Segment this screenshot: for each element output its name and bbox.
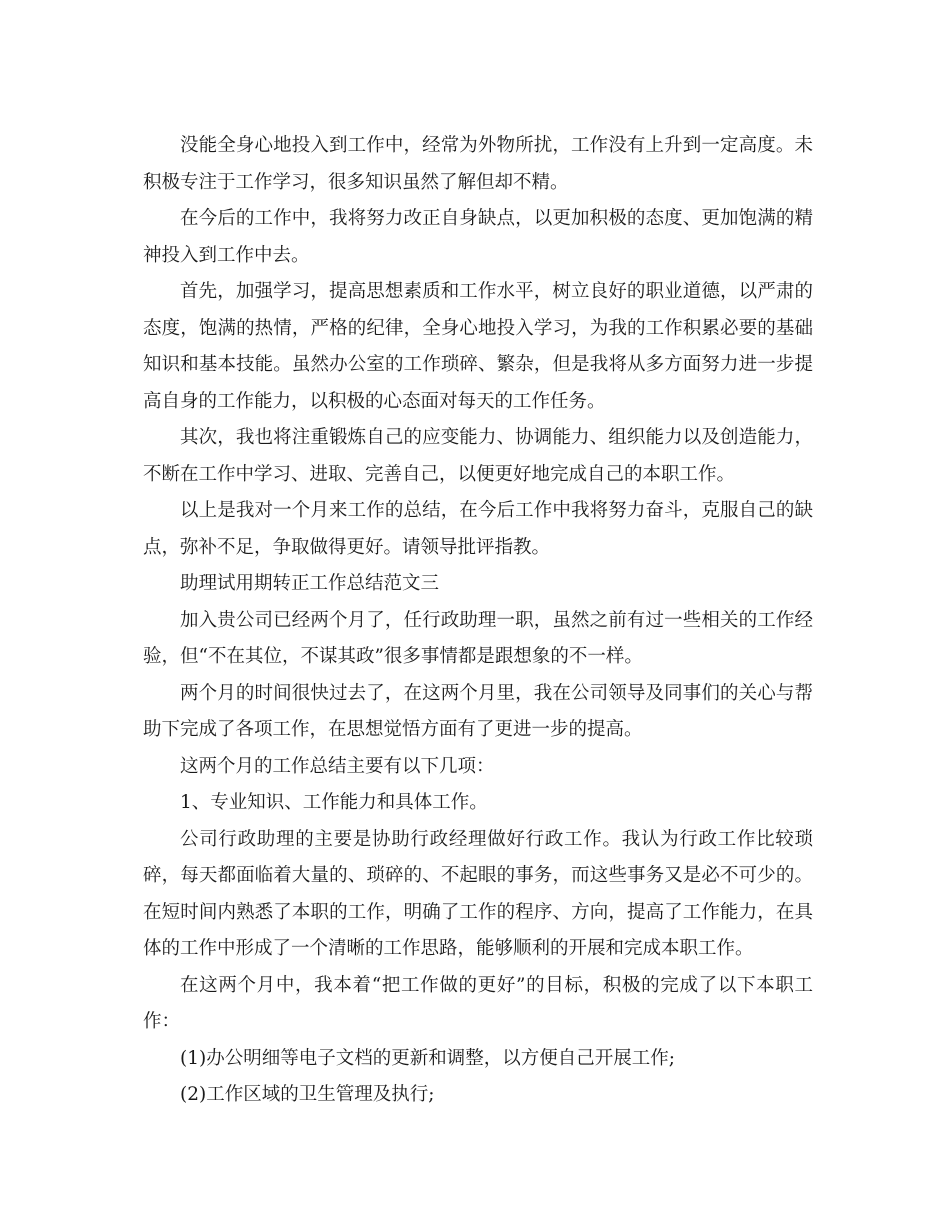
paragraph: 在今后的工作中，我将努力改正自身缺点，以更加积极的态度、更加饱满的精神投入到工作中去。 xyxy=(143,208,813,266)
list-item: (2)工作区域的卫生管理及执行; xyxy=(180,1084,435,1105)
list-item: (1)办公明细等电子文档的更新和调整，以方便自己开展工作; xyxy=(180,1047,675,1069)
paragraph: 公司行政助理的主要是协助行政经理做好行政工作。我认为行政工作比较琐碎，每天都面临着大量的、琐碎的、不起眼的事务，而这些事务又是必不可少的。在短时间内熟悉了本职的工作，明确了工作的程序、方向，提高了工作能力，在具体的工作中形成了一个清晰的工作思路，能够顺利的开展和完成本职工作。 xyxy=(143,828,813,959)
section-heading: 助理试用期转正工作总结范文三 xyxy=(180,573,440,594)
list-heading: 1、专业知识、工作能力和具体工作。 xyxy=(180,792,488,813)
paragraph: 以上是我对一个月来工作的总结，在今后工作中我将努力奋斗，克服自己的缺点，弥补不足，争取做得更好。请领导批评指教。 xyxy=(143,500,813,558)
paragraph: 其次，我也将注重锻炼自己的应变能力、协调能力、组织能力以及创造能力，不断在工作中学习、进取、完善自己，以便更好地完成自己的本职工作。 xyxy=(143,427,813,485)
paragraph: 在这两个月中，我本着“把工作做的更好”的目标，积极的完成了以下本职工作： xyxy=(143,974,813,1032)
paragraph: 加入贵公司已经两个月了，任行政助理一职，虽然之前有过一些相关的工作经验，但“不在其位，不谋其政”很多事情都是跟想象的不一样。 xyxy=(143,609,813,667)
paragraph: 首先，加强学习，提高思想素质和工作水平，树立良好的职业道德，以严肃的态度，饱满的热情，严格的纪律，全身心地投入学习，为我的工作积累必要的基础知识和基本技能。虽然办公室的工作琐碎、繁杂，但是我将从多方面努力进一步提高自身的工作能力，以积极的心态面对每天的工作任务。 xyxy=(143,281,813,412)
paragraph: 这两个月的工作总结主要有以下几项： xyxy=(180,755,495,777)
document-body xyxy=(143,128,813,1114)
paragraph: 两个月的时间很快过去了，在这两个月里，我在公司领导及同事们的关心与帮助下完成了各项工作，在思想觉悟方面有了更进一步的提高。 xyxy=(143,682,813,740)
paragraph: 没能全身心地投入到工作中，经常为外物所扰，工作没有上升到一定高度。未积极专注于工作学习，很多知识虽然了解但却不精。 xyxy=(143,135,813,193)
